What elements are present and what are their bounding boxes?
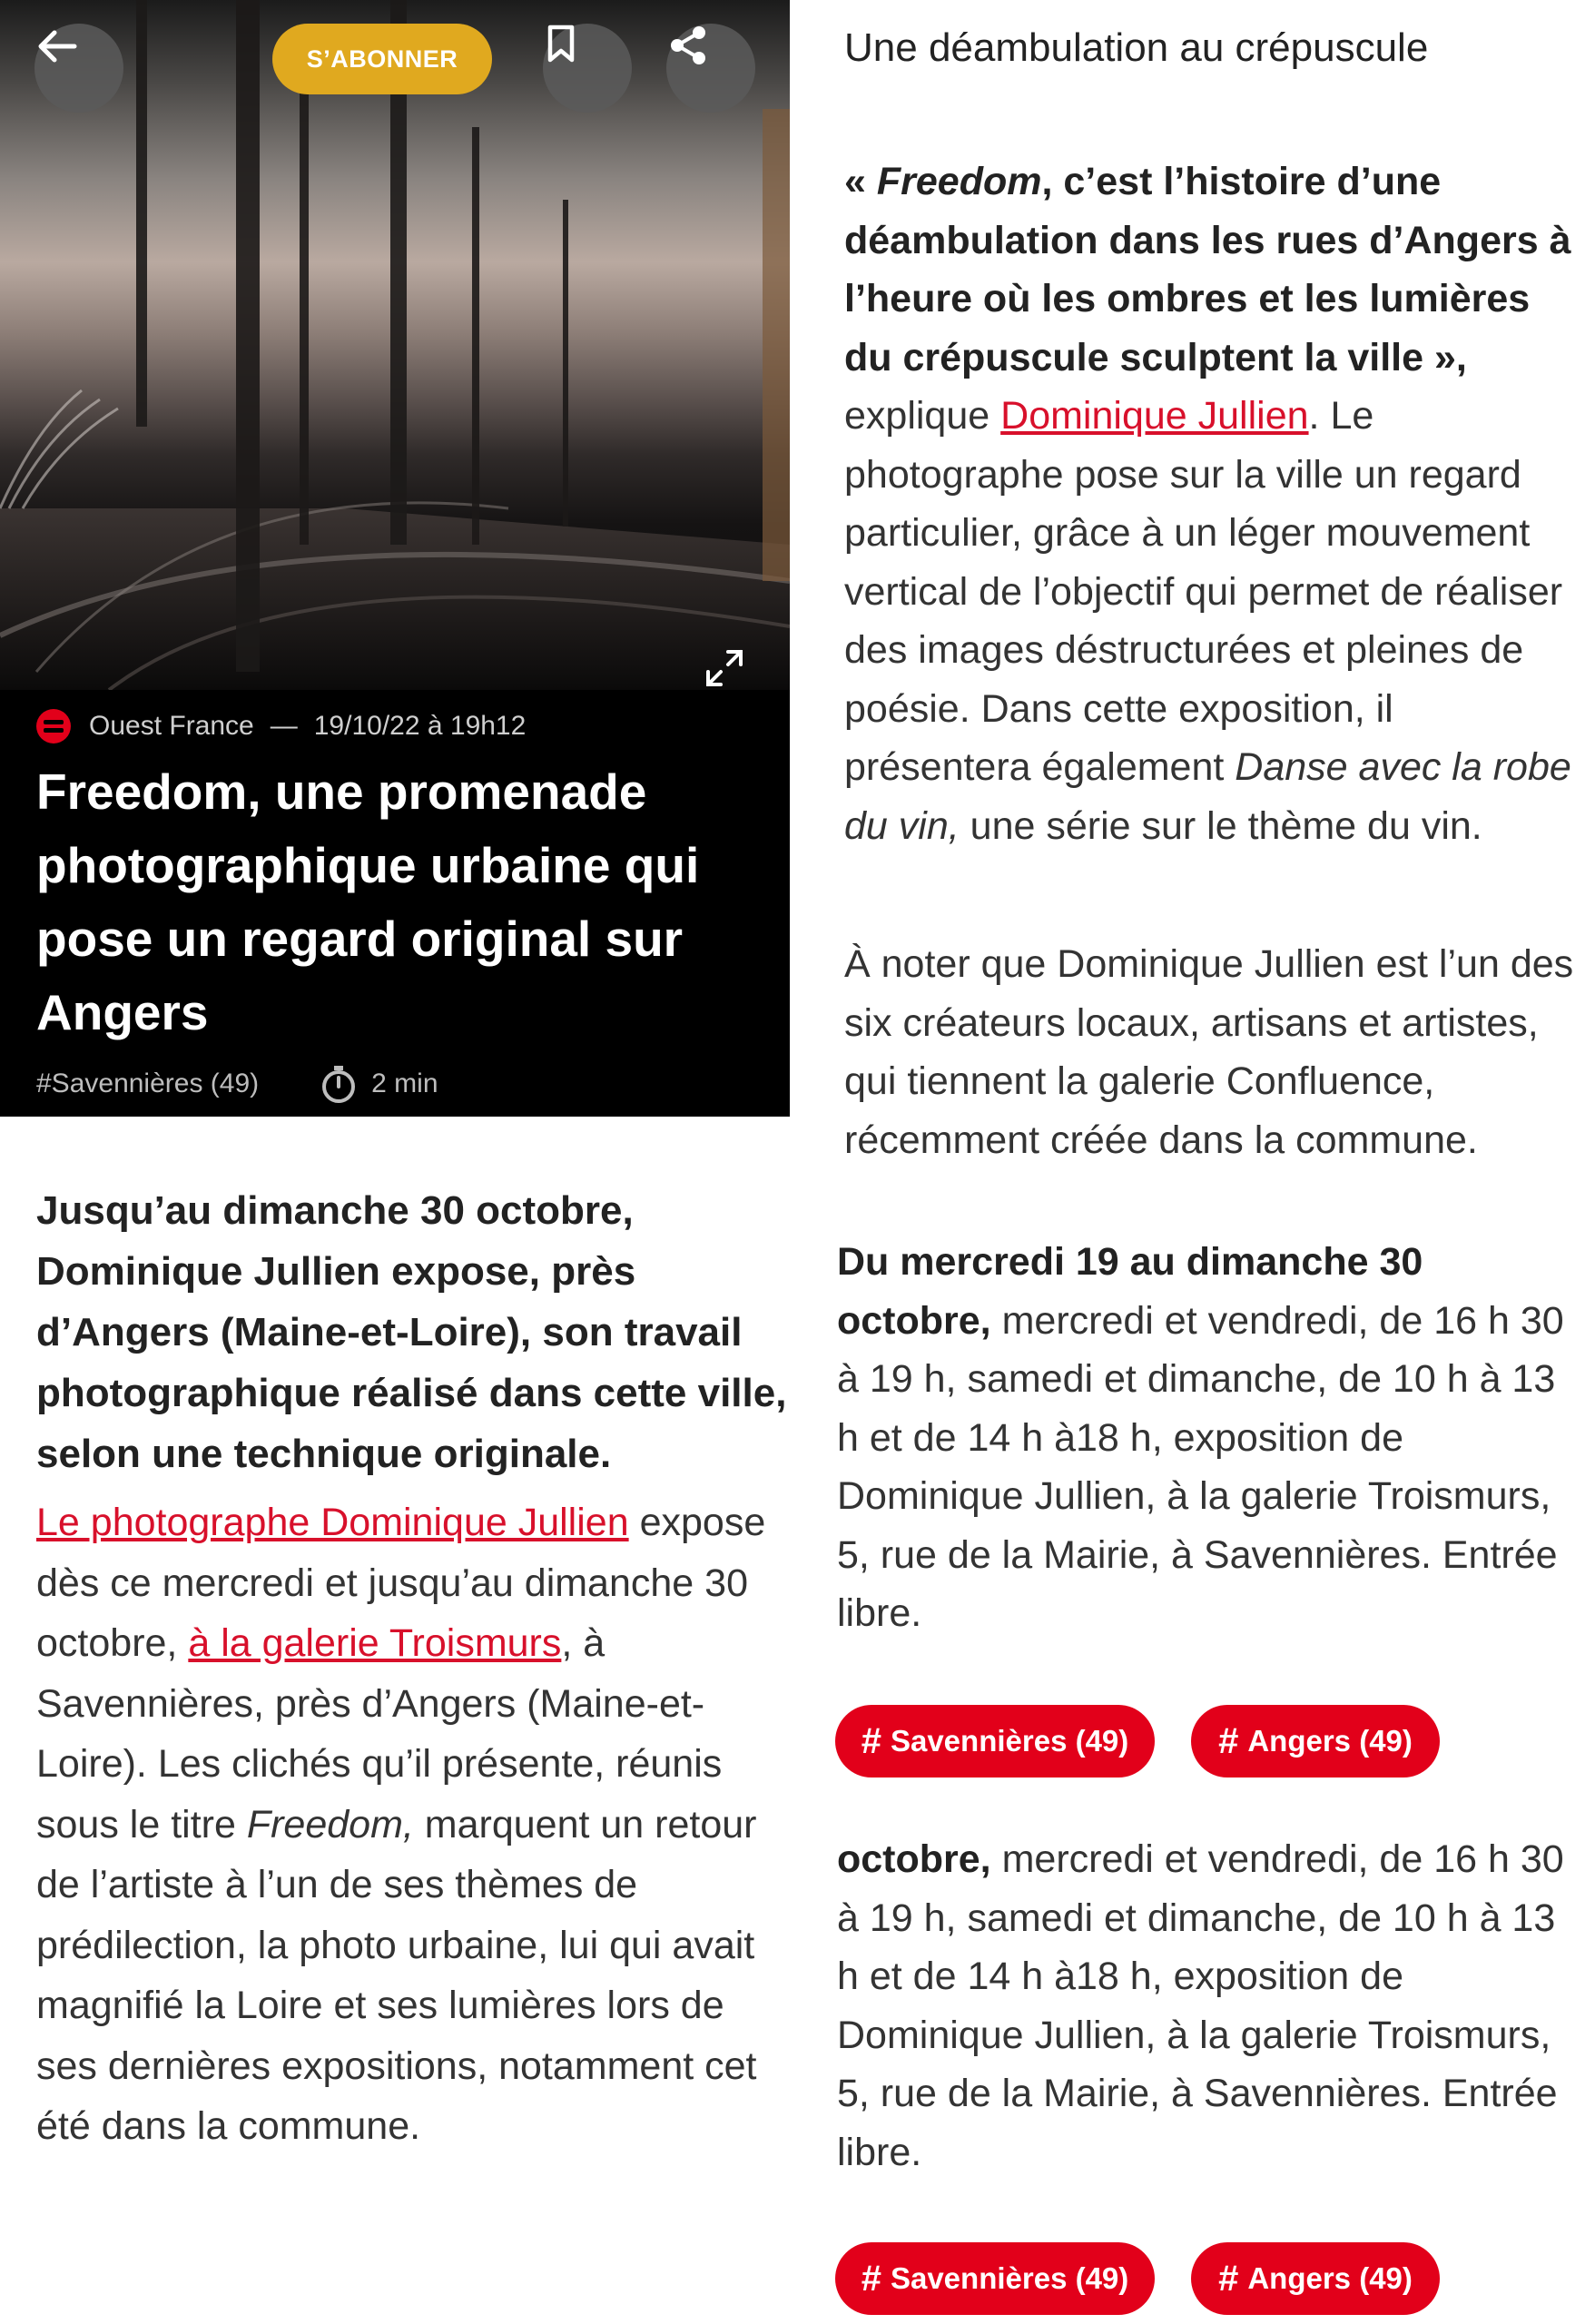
subscribe-button[interactable]: S’ABONNER <box>272 24 492 94</box>
right-column <box>790 0 1595 2324</box>
photographer-link[interactable]: Le photographe Dominique Jullien <box>36 1501 629 1544</box>
quote-italic: Freedom <box>876 160 1042 203</box>
section-subheading: Une déambulation au crépuscule <box>844 25 1429 70</box>
location-tag[interactable]: #Savennières (49) <box>36 1068 260 1098</box>
paragraph-italic: Freedom, <box>246 1802 414 1846</box>
tag-savennieres[interactable] <box>835 2242 1155 2315</box>
hash-icon: # <box>861 1720 881 1761</box>
share-button[interactable] <box>666 24 755 113</box>
hash-icon: # <box>1218 1720 1239 1761</box>
paragraph-text: , à Savennières, près d’Angers (Maine-et-Loire). Les clichés qu’il présente, réunis sous le titre <box>36 1621 723 1846</box>
hash-icon: # <box>1218 2258 1239 2299</box>
tag-angers[interactable] <box>1191 1705 1440 1777</box>
ouest-france-logo-icon <box>36 709 71 743</box>
exhibition-info-repeat <box>837 1830 1581 2181</box>
quote-open: « <box>844 160 877 203</box>
gallery-link[interactable]: à la galerie Troismurs <box>188 1621 562 1665</box>
paragraph-text: expose dès ce mercredi et jusqu’au dimanche 30 octobre, <box>36 1501 766 1665</box>
article-paragraph-2 <box>844 153 1580 855</box>
article-title: Freedom, une promenade photographique urbaine qui pose un regard original sur Angers <box>36 763 700 1040</box>
source-name: Ouest France <box>89 711 254 741</box>
tag-savennieres[interactable] <box>835 1705 1155 1777</box>
info-bold: octobre, <box>837 1837 991 1881</box>
read-time-value: 2 min <box>371 1068 438 1098</box>
paragraph-italic: Danse avec la robe du vin, <box>844 745 1571 848</box>
source-separator: — <box>270 711 298 741</box>
bookmark-button[interactable] <box>543 24 632 113</box>
info-text: mercredi et vendredi, de 16 h 30 à 19 h, samedi et dimanche, de 10 h à 13 h et de 14 h à18 h, exposition de Dominique Jullien, à la galerie Troismurs, 5, rue de la Mairie, à Savennières. Entrée libre. <box>837 1298 1564 1635</box>
expand-button[interactable] <box>703 646 746 690</box>
tag-label: Savennières (49) <box>890 1724 1129 1758</box>
hash-icon: # <box>861 2258 881 2299</box>
tag-label: Angers (49) <box>1247 1724 1413 1758</box>
article-paragraph-3: À noter que Dominique Jullien est l’un des six créateurs locaux, artisans et artistes, qui tiennent la galerie Confluence, récemment créée dans la commune. <box>844 942 1574 1162</box>
article-lead: Jusqu’au dimanche 30 octobre, Dominique Jullien expose, près d’Angers (Maine-et-Loire), son travail photographique réalisé dans cette ville, selon une technique originale. <box>36 1188 787 1476</box>
article-paragraph-1 <box>36 1492 790 2157</box>
source-row <box>36 708 526 744</box>
paragraph-text: explique <box>844 394 1001 438</box>
back-arrow-icon <box>34 24 80 69</box>
info-text: mercredi et vendredi, de 16 h 30 à 19 h, samedi et dimanche, de 10 h à 13 h et de 14 h à18 h, exposition de Dominique Jullien, à la galerie Troismurs, 5, rue de la Mairie, à Savennières. Entrée libre. <box>837 1837 1564 2174</box>
tag-label: Savennières (49) <box>890 2261 1129 2295</box>
back-button[interactable] <box>34 24 123 113</box>
publish-date: 19/10/22 à 19h12 <box>313 711 527 741</box>
tag-label: Angers (49) <box>1247 2261 1413 2295</box>
article-meta-row <box>36 1064 438 1104</box>
exhibition-info <box>837 1233 1581 1643</box>
expand-icon <box>703 646 746 690</box>
paragraph-text: une série sur le thème du vin. <box>959 803 1482 848</box>
paragraph-text: . Le photographe pose sur la ville un regard particulier, grâce à un léger mouvement vertical de l’objectif qui permet de réaliser des images déstructurées et pleines de poésie. Dans cette exposition, il présentera également <box>844 394 1563 789</box>
left-column <box>0 0 790 2324</box>
author-link[interactable]: Dominique Jullien <box>1000 394 1309 438</box>
timer-icon <box>319 1064 359 1104</box>
quote-bold: , c’est l’histoire d’une déambulation dans les rues d’Angers à l’heure où les ombres et les lumières du crépuscule sculptent la ville », <box>844 160 1571 379</box>
street-photo-art <box>0 0 790 690</box>
paragraph-text: marquent un retour de l’artiste à l’un de ses thèmes de prédilection, la photo urbaine, lui qui avait magnifié la Loire et ses lumières lors de ses dernières expositions, notamment cet été dans la commune. <box>36 1802 757 2148</box>
hero-photo[interactable] <box>0 0 790 690</box>
bookmark-icon <box>543 24 579 64</box>
read-time <box>319 1064 438 1104</box>
tag-angers[interactable] <box>1191 2242 1440 2315</box>
share-icon <box>666 24 710 67</box>
info-bold: Du mercredi 19 au dimanche 30 octobre, <box>837 1240 1423 1343</box>
